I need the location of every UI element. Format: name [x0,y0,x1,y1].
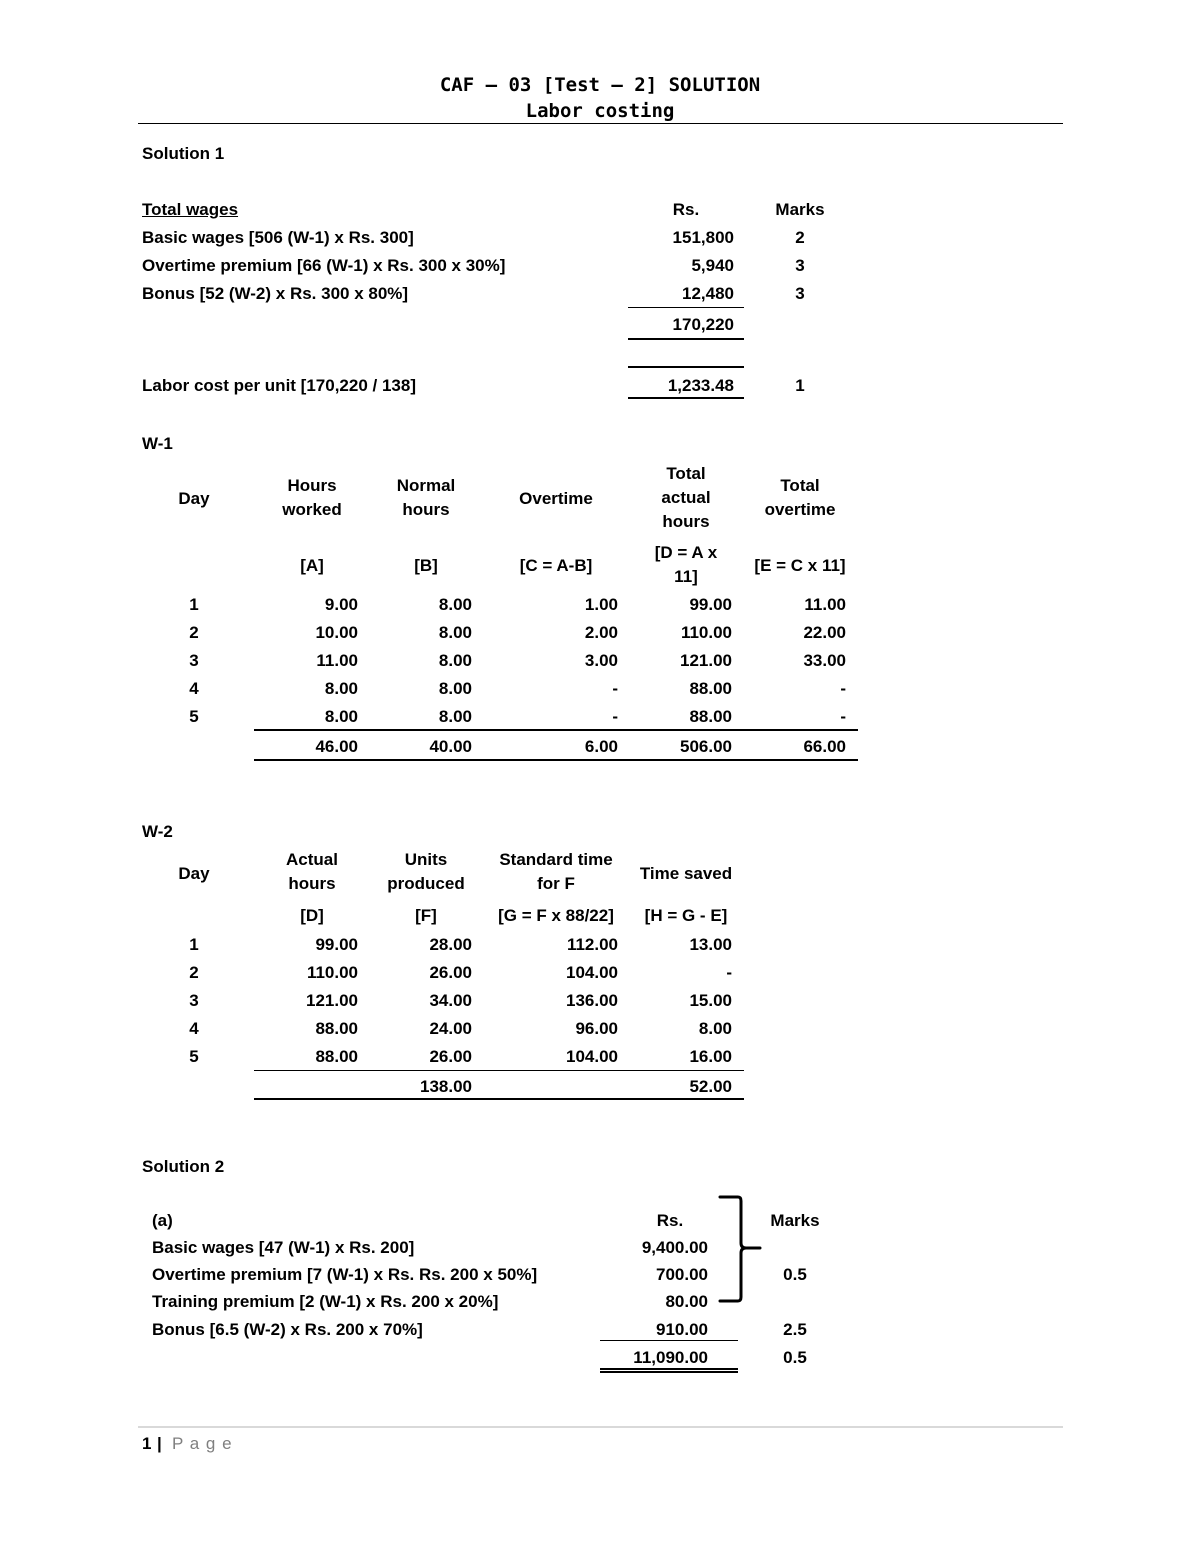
w1-total-actual-hours: 506.00 [680,737,732,756]
table-cell: 88.00 [315,1047,358,1066]
table-cell: - [612,707,618,726]
bonus-amount: 12,480 [682,284,734,303]
part-a-label: (a) [152,1211,173,1230]
table-cell: 99.00 [689,595,732,614]
table-cell: 3.00 [584,651,618,670]
basic-wages-label: Basic wages [506 (W-1) x Rs. 300] [142,228,414,247]
table-cell: 96.00 [575,1019,618,1038]
w2-col-day: Day [178,864,210,883]
table-cell: 8.00 [438,595,472,614]
table-cell: 88.00 [689,707,732,726]
table-cell: 88.00 [689,679,732,698]
overtime-premium-marks: 3 [795,256,805,275]
s2-overtime-premium-amount: 700.00 [656,1265,708,1284]
w1-col-overtime: Overtime [519,489,593,508]
table-cell: 16.00 [689,1047,732,1066]
per-unit-marks: 1 [795,376,805,395]
w1-formula-b: [B] [414,556,438,575]
table-cell: 99.00 [315,935,358,954]
table-cell: 13.00 [689,935,732,954]
table-cell: 8.00 [324,679,358,698]
table-cell: 121.00 [680,651,732,670]
s2-total-double-rule-2 [600,1371,738,1373]
table-cell: 2.00 [584,623,618,642]
table-cell: - [726,963,732,982]
marks-column-header: Marks [770,1211,820,1230]
w1-col-total-actual-hours: Total actual hours [661,464,711,531]
w2-total-units-produced: 138.00 [420,1077,472,1096]
s2-basic-wages-label: Basic wages [47 (W-1) x Rs. 200] [152,1238,415,1257]
table-cell: 26.00 [429,963,472,982]
table-cell: 28.00 [429,935,472,954]
s2-basic-wages-amount: 9,400.00 [641,1238,708,1257]
w2-formula-h: [H = G - E] [644,906,728,925]
table-cell: 3 [189,651,199,670]
table-cell: 3 [189,991,199,1010]
w2-col-actual-hours: Actual hours [286,850,338,893]
w1-formula-c: [C = A-B] [519,556,593,575]
table-cell: 15.00 [689,991,732,1010]
w1-col-total-overtime: Total overtime [764,476,836,519]
table-cell: 136.00 [566,991,618,1010]
overtime-premium-label: Overtime premium [66 (W-1) x Rs. 300 x 30%] [142,256,506,275]
bonus-label: Bonus [52 (W-2) x Rs. 300 x 80%] [142,284,409,303]
w2-formula-d: [D] [300,906,324,925]
per-unit-amount: 1,233.48 [667,376,734,395]
footer-rule [138,1426,1063,1428]
s2-total-double-rule-1 [600,1368,738,1370]
s2-subtotal-rule [600,1340,738,1341]
table-cell: 8.00 [438,679,472,698]
table-cell: - [840,679,846,698]
w1-total-total-overtime: 66.00 [803,737,846,756]
table-cell: 2 [189,623,199,642]
table-cell: 34.00 [429,991,472,1010]
table-cell: 2 [189,963,199,982]
subtotal-rule [628,307,744,308]
w1-formula-d: [D = A x 11] [654,543,718,586]
table-cell: 110.00 [306,963,358,982]
solution1-heading: Solution 1 [142,144,225,163]
s2-total-amount: 11,090.00 [633,1348,708,1367]
grouping-bracket-icon [716,1193,766,1305]
header-rule [138,123,1063,124]
w2-formula-g: [G = F x 88/22] [498,906,614,925]
w1-formula-e: [E = C x 11] [754,556,846,575]
w1-formula-a: [A] [300,556,324,575]
w1-total-overtime: 6.00 [584,737,618,756]
total-double-rule [628,366,744,368]
w2-heading: W-2 [142,822,173,841]
s2-training-premium-label: Training premium [2 (W-1) x Rs. 200 x 20%] [152,1292,499,1311]
table-cell: 5 [189,707,199,726]
table-cell: 4 [189,679,199,698]
table-cell: 112.00 [566,935,618,954]
page-label: P a g e [172,1434,233,1453]
w1-heading: W-1 [142,434,173,453]
table-cell: 121.00 [306,991,358,1010]
table-cell: 104.00 [566,1047,618,1066]
bonus-marks: 3 [795,284,805,303]
w2-formula-f: [F] [415,906,437,925]
solution2-heading: Solution 2 [142,1157,225,1176]
rs-column-header: Rs. [656,1211,684,1230]
total-wages-amount: 170,220 [672,315,734,334]
table-cell: 8.00 [438,707,472,726]
w2-total-bottom-rule [254,1098,744,1100]
w1-col-day: Day [178,489,210,508]
w1-col-hours-worked: Hours worked [282,476,342,519]
table-cell: 22.00 [803,623,846,642]
table-cell: 11.00 [316,651,358,670]
s2-bonus-amount: 910.00 [656,1320,708,1339]
s2-training-premium-amount: 80.00 [665,1292,708,1311]
table-cell: 26.00 [429,1047,472,1066]
table-cell: 88.00 [315,1019,358,1038]
w1-total-bottom-rule [254,759,858,761]
per-unit-rule [628,397,744,399]
table-cell: 1 [189,935,199,954]
page-subtitle: Labor costing [525,100,675,122]
table-cell: 104.00 [566,963,618,982]
table-cell: 4 [189,1019,199,1038]
w1-total-normal-hours: 40.00 [429,737,472,756]
page-title: CAF – 03 [Test – 2] SOLUTION [439,74,761,96]
footer-separator: | [157,1434,162,1453]
basic-wages-marks: 2 [795,228,805,247]
total-wages-label: Total wages [142,200,239,219]
w2-total-top-rule [254,1070,744,1071]
table-cell: 8.00 [324,707,358,726]
table-cell: 9.00 [324,595,358,614]
marks-column-header: Marks [775,200,825,219]
table-cell: 110.00 [680,623,732,642]
overtime-premium-amount: 5,940 [691,256,734,275]
w2-col-standard-time: Standard time for F [499,850,613,893]
w1-total-top-rule [254,729,858,731]
w2-total-time-saved: 52.00 [689,1077,732,1096]
per-unit-label: Labor cost per unit [170,220 / 138] [142,376,416,395]
s2-bracket-marks: 0.5 [783,1265,807,1284]
rs-column-header: Rs. [672,200,700,219]
total-rule [628,338,744,340]
w2-col-time-saved: Time saved [639,864,733,883]
s2-bonus-marks: 2.5 [783,1320,807,1339]
s2-overtime-premium-label: Overtime premium [7 (W-1) x Rs. Rs. 200 x 50%] [152,1265,538,1284]
basic-wages-amount: 151,800 [672,228,734,247]
s2-bonus-label: Bonus [6.5 (W-2) x Rs. 200 x 70%] [152,1320,423,1339]
page-number: 1 [142,1434,152,1453]
w2-col-units-produced: Units produced [387,850,465,893]
table-cell: - [840,707,846,726]
table-cell: 5 [189,1047,199,1066]
table-cell: - [612,679,618,698]
table-cell: 8.00 [438,651,472,670]
table-cell: 11.00 [804,595,846,614]
table-cell: 1 [189,595,199,614]
table-cell: 24.00 [429,1019,472,1038]
table-cell: 1.00 [584,595,618,614]
s2-total-marks: 0.5 [783,1348,807,1367]
table-cell: 10.00 [315,623,358,642]
table-cell: 33.00 [803,651,846,670]
w1-total-hours-worked: 46.00 [315,737,358,756]
table-cell: 8.00 [438,623,472,642]
w1-col-normal-hours: Normal hours [396,476,456,519]
table-cell: 8.00 [698,1019,732,1038]
